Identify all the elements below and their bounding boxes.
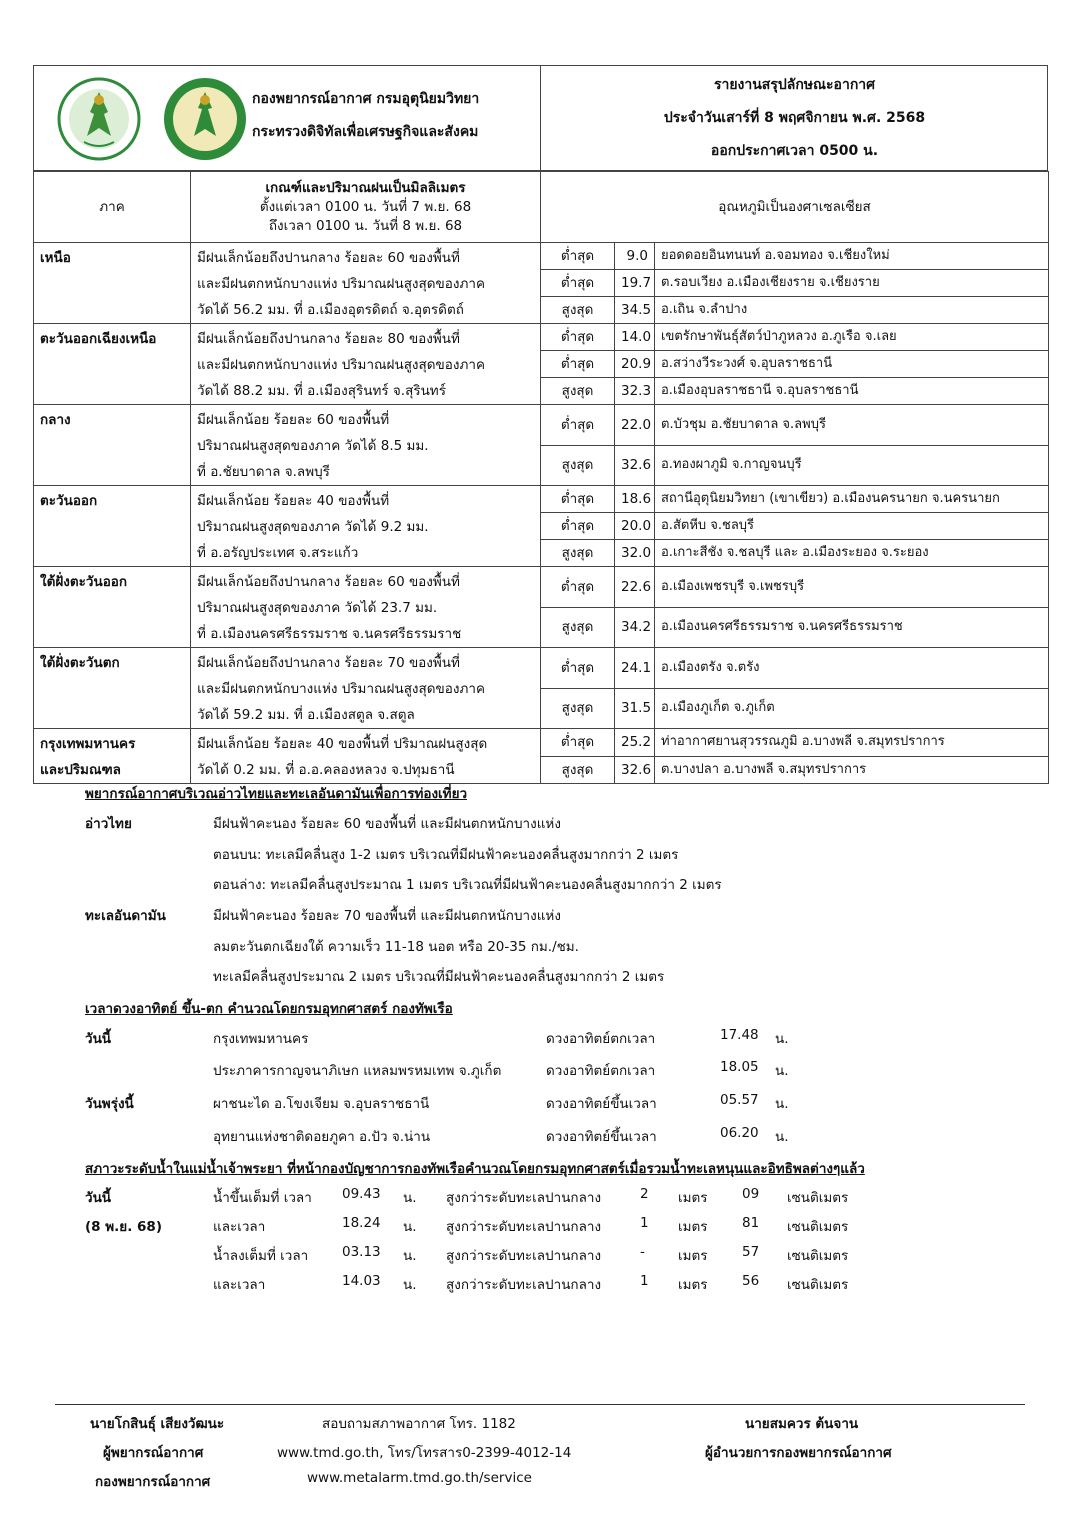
tide-centimeters-unit: เซนติเมตร bbox=[787, 1277, 849, 1293]
tide-time-unit: น. bbox=[403, 1248, 417, 1264]
temp-type: สูงสุด bbox=[541, 445, 615, 486]
sun-place: ประภาคารกาญจนาภิเษก แหลมพรหมเทพ จ.ภูเก็ต bbox=[213, 1063, 502, 1079]
tide-meters: 2 bbox=[640, 1186, 649, 1202]
sun-event: ดวงอาทิตย์ตกเวลา bbox=[546, 1063, 656, 1079]
contact-phone: สอบถามสภาพอากาศ โทร. 1182 bbox=[322, 1416, 516, 1432]
temp-location: อ.เกาะสีชัง จ.ชลบุรี และ อ.เมืองระยอง จ.ระยอง bbox=[655, 540, 1049, 567]
tide-date-label: (8 พ.ย. 68) bbox=[85, 1219, 162, 1235]
table-header-row bbox=[34, 172, 1049, 243]
temp-value: 32.0 bbox=[615, 540, 655, 567]
table-row bbox=[34, 405, 1049, 446]
sun-tomorrow-label: วันพรุ่งนี้ bbox=[85, 1096, 134, 1112]
org-line-2: กระทรวงดิจิทัลเพื่อเศรษฐกิจและสังคม bbox=[252, 124, 479, 140]
forecaster-division: กองพยากรณ์อากาศ bbox=[95, 1474, 211, 1490]
tide-meters-unit: เมตร bbox=[678, 1190, 708, 1206]
tide-today-label: วันนี้ bbox=[85, 1190, 112, 1206]
sun-event: ดวงอาทิตย์ตกเวลา bbox=[546, 1031, 656, 1047]
table-row bbox=[34, 729, 1049, 757]
tide-time-unit: น. bbox=[403, 1190, 417, 1206]
region-name: ตะวันออก bbox=[34, 486, 191, 567]
rain-description: มีฝนเล็กน้อย ร้อยละ 60 ของพื้นที่ ปริมาณฝนสูงสุดของภาค วัดได้ 8.5 มม. ที่ อ.ชัยบาดาล จ.ลพบุรี bbox=[191, 405, 541, 486]
temp-value: 22.0 bbox=[615, 405, 655, 446]
temp-type: สูงสุด bbox=[541, 607, 615, 648]
temp-value: 32.3 bbox=[615, 378, 655, 405]
tide-centimeters: 81 bbox=[742, 1215, 760, 1231]
temp-value: 24.1 bbox=[615, 648, 655, 689]
temp-location: ต.รอบเวียง อ.เมืองเชียงราย จ.เชียงราย bbox=[655, 270, 1049, 297]
temp-location: ท่าอากาศยานสุวรรณภูมิ อ.บางพลี จ.สมุทรปราการ bbox=[655, 729, 1049, 757]
tide-title: สภาวะระดับน้ำในแม่น้ำเจ้าพระยา ที่หน้ากองบัญชาการกองทัพเรือคำนวณโดยกรมอุทกศาสตร์เมื่อรวมน้ำทะเลหนุนและอิทธิพลต่างๆแล้ว bbox=[85, 1161, 865, 1177]
temp-type: ต่ำสุด bbox=[541, 567, 615, 608]
table-row bbox=[34, 567, 1049, 608]
sun-time-unit: น. bbox=[775, 1129, 789, 1145]
weather-summary-table bbox=[33, 171, 1049, 784]
temp-value: 34.2 bbox=[615, 607, 655, 648]
rain-description: มีฝนเล็กน้อยถึงปานกลาง ร้อยละ 70 ของพื้นที่ และมีฝนตกหนักบางแห่ง ปริมาณฝนสูงสุดของภาค วัดได้ 59.2 มม. ที่ อ.เมืองสตูล จ.สตูล bbox=[191, 648, 541, 729]
temp-value: 9.0 bbox=[615, 243, 655, 270]
tide-time: 03.13 bbox=[342, 1244, 381, 1260]
sun-time-unit: น. bbox=[775, 1096, 789, 1112]
sun-place: ผาชนะได อ.โขงเจียม จ.อุบลราชธานี bbox=[213, 1096, 430, 1112]
table-row bbox=[34, 324, 1049, 351]
temp-value: 20.0 bbox=[615, 513, 655, 540]
temp-type: ต่ำสุด bbox=[541, 486, 615, 513]
andaman-line-3: ทะเลมีคลื่นสูงประมาณ 2 เมตร บริเวณที่มีฝนฟ้าคะนองคลื่นสูงมากกว่า 2 เมตร bbox=[213, 969, 665, 985]
col-temp-header: อุณหภูมิเป็นองศาเซลเซียส bbox=[541, 172, 1049, 243]
region-name: ใต้ฝั่งตะวันตก bbox=[34, 648, 191, 729]
sun-event: ดวงอาทิตย์ขึ้นเวลา bbox=[546, 1129, 657, 1145]
gulf-line-2: ตอนบน: ทะเลมีคลื่นสูง 1-2 เมตร บริเวณที่มีฝนฟ้าคะนองคลื่นสูงมากกว่า 2 เมตร bbox=[213, 847, 679, 863]
tide-centimeters-unit: เซนติเมตร bbox=[787, 1248, 849, 1264]
tide-meters-unit: เมตร bbox=[678, 1248, 708, 1264]
tmd-logo bbox=[162, 74, 248, 164]
table-row bbox=[34, 648, 1049, 689]
temp-type: สูงสุด bbox=[541, 540, 615, 567]
temp-type: สูงสุด bbox=[541, 378, 615, 405]
tide-desc: น้ำขึ้นเต็มที่ เวลา bbox=[213, 1190, 312, 1206]
temp-location: อ.เมืองนครศรีธรรมราช จ.นครศรีธรรมราช bbox=[655, 607, 1049, 648]
temp-location: สถานีอุตุนิยมวิทยา (เขาเขียว) อ.เมืองนครนายก จ.นครนายก bbox=[655, 486, 1049, 513]
temp-type: ต่ำสุด bbox=[541, 729, 615, 757]
temp-location: อ.สัตหีบ จ.ชลบุรี bbox=[655, 513, 1049, 540]
temp-value: 32.6 bbox=[615, 445, 655, 486]
temp-value: 32.6 bbox=[615, 756, 655, 784]
col-region-header: ภาค bbox=[34, 172, 191, 243]
gulf-line-1: มีฝนฟ้าคะนอง ร้อยละ 60 ของพื้นที่ และมีฝนตกหนักบางแห่ง bbox=[213, 816, 561, 832]
tide-meters-unit: เมตร bbox=[678, 1219, 708, 1235]
table-row bbox=[34, 243, 1049, 270]
gulf-label: อ่าวไทย bbox=[85, 816, 132, 832]
forecaster-title: ผู้พยากรณ์อากาศ bbox=[103, 1445, 204, 1461]
sun-time: 17.48 bbox=[720, 1027, 759, 1043]
temp-value: 14.0 bbox=[615, 324, 655, 351]
temp-value: 25.2 bbox=[615, 729, 655, 757]
sun-place: กรุงเทพมหานคร bbox=[213, 1031, 309, 1047]
tide-desc: น้ำลงเต็มที่ เวลา bbox=[213, 1248, 309, 1264]
tide-centimeters: 56 bbox=[742, 1273, 760, 1289]
andaman-label: ทะเลอันดามัน bbox=[85, 908, 166, 924]
sun-title: เวลาดวงอาทิตย์ ขึ้น-ตก คำนวณโดยกรมอุทกศาสตร์ กองทัพเรือ bbox=[85, 1001, 453, 1017]
temp-type: ต่ำสุด bbox=[541, 405, 615, 446]
temp-value: 18.6 bbox=[615, 486, 655, 513]
tide-meters: - bbox=[640, 1244, 645, 1260]
tide-time: 09.43 bbox=[342, 1186, 381, 1202]
temp-location: ต.บางปลา อ.บางพลี จ.สมุทรปราการ bbox=[655, 756, 1049, 784]
rain-description: มีฝนเล็กน้อย ร้อยละ 40 ของพื้นที่ ปริมาณฝนสูงสุด วัดได้ 0.2 มม. ที่ อ.อ.คลองหลวง จ.ปทุมธานี bbox=[191, 729, 541, 784]
org-line-1: กองพยากรณ์อากาศ กรมอุตุนิยมวิทยา bbox=[252, 91, 480, 107]
tide-meters: 1 bbox=[640, 1273, 649, 1289]
temp-value: 22.6 bbox=[615, 567, 655, 608]
temp-type: ต่ำสุด bbox=[541, 324, 615, 351]
footer-divider bbox=[55, 1404, 1025, 1405]
rain-description: มีฝนเล็กน้อยถึงปานกลาง ร้อยละ 60 ของพื้นที่ ปริมาณฝนสูงสุดของภาค วัดได้ 23.7 มม. ที่ อ.เมืองนครศรีธรรมราช จ.นครศรีธรรมราช bbox=[191, 567, 541, 648]
report-time: ออกประกาศเวลา 0500 น. bbox=[710, 143, 879, 159]
region-name: เหนือ bbox=[34, 243, 191, 324]
region-name: กลาง bbox=[34, 405, 191, 486]
table-row bbox=[34, 486, 1049, 513]
temp-location: อ.สว่างวีระวงศ์ จ.อุบลราชธานี bbox=[655, 351, 1049, 378]
temp-location: ต.บัวชุม อ.ชัยบาดาล จ.ลพบุรี bbox=[655, 405, 1049, 446]
temp-type: ต่ำสุด bbox=[541, 648, 615, 689]
tide-centimeters: 57 bbox=[742, 1244, 760, 1260]
sun-today-label: วันนี้ bbox=[85, 1031, 112, 1047]
temp-value: 31.5 bbox=[615, 688, 655, 729]
tide-time: 14.03 bbox=[342, 1273, 381, 1289]
temp-type: ต่ำสุด bbox=[541, 243, 615, 270]
temp-value: 34.5 bbox=[615, 297, 655, 324]
temp-type: ต่ำสุด bbox=[541, 270, 615, 297]
rain-description: มีฝนเล็กน้อยถึงปานกลาง ร้อยละ 60 ของพื้นที่ และมีฝนตกหนักบางแห่ง ปริมาณฝนสูงสุดของภาค วัดได้ 56.2 มม. ที่ อ.เมืองอุตรดิตถ์ จ.อุตรดิตถ์ bbox=[191, 243, 541, 324]
tide-time-unit: น. bbox=[403, 1277, 417, 1293]
tide-reference: สูงกว่าระดับทะเลปานกลาง bbox=[446, 1248, 602, 1264]
sun-time: 06.20 bbox=[720, 1125, 759, 1141]
temp-type: ต่ำสุด bbox=[541, 351, 615, 378]
col-rain-header: เกณฑ์และปริมาณฝนเป็นมิลลิเมตร ตั้งแต่เวลา 0100 น. วันที่ 7 พ.ย. 68 ถึงเวลา 0100 น. วันที่ 8 พ.ย. 68 bbox=[191, 172, 541, 243]
sun-time-unit: น. bbox=[775, 1031, 789, 1047]
tide-reference: สูงกว่าระดับทะเลปานกลาง bbox=[446, 1190, 602, 1206]
temp-type: ต่ำสุด bbox=[541, 513, 615, 540]
tide-time-unit: น. bbox=[403, 1219, 417, 1235]
director-title: ผู้อำนวยการกองพยากรณ์อากาศ bbox=[705, 1445, 892, 1461]
temp-location: ยอดดอยอินทนนท์ อ.จอมทอง จ.เชียงใหม่ bbox=[655, 243, 1049, 270]
contact-website[interactable]: www.tmd.go.th, โทร/โทรสาร0-2399-4012-14 bbox=[277, 1445, 572, 1461]
tide-centimeters: 09 bbox=[742, 1186, 760, 1202]
sun-time-unit: น. bbox=[775, 1063, 789, 1079]
temp-type: สูงสุด bbox=[541, 756, 615, 784]
report-header bbox=[33, 65, 1048, 171]
temp-location: อ.ทองผาภูมิ จ.กาญจนบุรี bbox=[655, 445, 1049, 486]
marine-title: พยากรณ์อากาศบริเวณอ่าวไทยและทะเลอันดามันเพื่อการท่องเที่ยว bbox=[85, 786, 468, 802]
director-name: นายสมควร ต้นจาน bbox=[745, 1416, 859, 1432]
rain-description: มีฝนเล็กน้อย ร้อยละ 40 ของพื้นที่ ปริมาณฝนสูงสุดของภาค วัดได้ 9.2 มม. ที่ อ.อรัญประเทศ จ.สระแก้ว bbox=[191, 486, 541, 567]
temp-location: อ.เมืองอุบลราชธานี จ.อุบลราชธานี bbox=[655, 378, 1049, 405]
sun-time: 18.05 bbox=[720, 1059, 759, 1075]
report-date: ประจำวันเสาร์ที่ 8 พฤศจิกายน พ.ศ. 2568 bbox=[663, 110, 926, 126]
andaman-line-1: มีฝนฟ้าคะนอง ร้อยละ 70 ของพื้นที่ และมีฝนตกหนักบางแห่ง bbox=[213, 908, 561, 924]
temp-location: เขตรักษาพันธุ์สัตว์ป่าภูหลวง อ.ภูเรือ จ.เลย bbox=[655, 324, 1049, 351]
tide-reference: สูงกว่าระดับทะเลปานกลาง bbox=[446, 1219, 602, 1235]
tide-meters-unit: เมตร bbox=[678, 1277, 708, 1293]
tide-centimeters-unit: เซนติเมตร bbox=[787, 1190, 849, 1206]
temp-value: 20.9 bbox=[615, 351, 655, 378]
temp-type: สูงสุด bbox=[541, 297, 615, 324]
andaman-line-2: ลมตะวันตกเฉียงใต้ ความเร็ว 11-18 นอต หรือ 20-35 กม./ชม. bbox=[213, 939, 579, 955]
sun-event: ดวงอาทิตย์ขึ้นเวลา bbox=[546, 1096, 657, 1112]
temp-location: อ.เมืองเพชรบุรี จ.เพชรบุรี bbox=[655, 567, 1049, 608]
region-name: กรุงเทพมหานคร และปริมณฑล bbox=[34, 729, 191, 784]
temp-value: 19.7 bbox=[615, 270, 655, 297]
forecaster-name: นายโกสินธุ์ เสียงวัฒนะ bbox=[90, 1416, 225, 1432]
temp-location: อ.เมืองตรัง จ.ตรัง bbox=[655, 648, 1049, 689]
sun-place: อุทยานแห่งชาติดอยภูคา อ.ปัว จ.น่าน bbox=[213, 1129, 431, 1145]
temp-type: สูงสุด bbox=[541, 688, 615, 729]
region-name: ใต้ฝั่งตะวันออก bbox=[34, 567, 191, 648]
rain-description: มีฝนเล็กน้อยถึงปานกลาง ร้อยละ 80 ของพื้นที่ และมีฝนตกหนักบางแห่ง ปริมาณฝนสูงสุดของภาค วัดได้ 88.2 มม. ที่ อ.เมืองสุรินทร์ จ.สุรินทร์ bbox=[191, 324, 541, 405]
temp-location: อ.เมืองภูเก็ต จ.ภูเก็ต bbox=[655, 688, 1049, 729]
gulf-line-3: ตอนล่าง: ทะเลมีคลื่นสูงประมาณ 1 เมตร บริเวณที่มีฝนฟ้าคะนองคลื่นสูงมากกว่า 2 เมตร bbox=[213, 877, 722, 893]
tide-meters: 1 bbox=[640, 1215, 649, 1231]
tide-desc: และเวลา bbox=[213, 1277, 266, 1293]
tide-centimeters-unit: เซนติเมตร bbox=[787, 1219, 849, 1235]
report-title: รายงานสรุปลักษณะอากาศ bbox=[713, 77, 876, 93]
tide-time: 18.24 bbox=[342, 1215, 381, 1231]
temp-location: อ.เถิน จ.ลำปาง bbox=[655, 297, 1049, 324]
contact-service-url[interactable]: www.metalarm.tmd.go.th/service bbox=[307, 1470, 532, 1486]
tide-reference: สูงกว่าระดับทะเลปานกลาง bbox=[446, 1277, 602, 1293]
tide-desc: และเวลา bbox=[213, 1219, 266, 1235]
ministry-logo bbox=[56, 76, 142, 162]
sun-time: 05.57 bbox=[720, 1092, 759, 1108]
region-name: ตะวันออกเฉียงเหนือ bbox=[34, 324, 191, 405]
